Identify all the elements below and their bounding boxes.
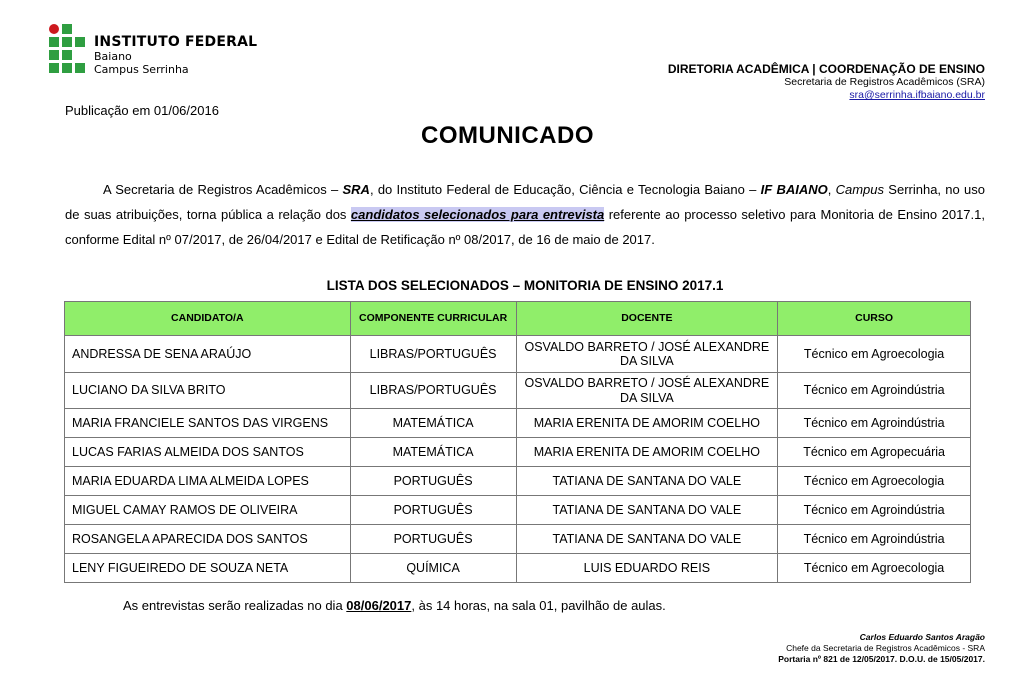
cell-candidate: MARIA FRANCIELE SANTOS DAS VIRGENS — [65, 409, 351, 438]
cell-candidate: LUCAS FARIAS ALMEIDA DOS SANTOS — [65, 438, 351, 467]
cell-component: PORTUGUÊS — [350, 496, 516, 525]
email-link[interactable]: sra@serrinha.ifbaiano.edu.br — [849, 88, 985, 101]
publication-date: Publicação em 01/06/2016 — [65, 103, 219, 118]
list-title: LISTA DOS SELECIONADOS – MONITORIA DE ENSINO 2017.1 — [326, 278, 724, 293]
col-header-component: COMPONENTE CURRICULAR — [350, 302, 516, 336]
logo-red-circle — [49, 24, 59, 34]
cell-teacher: TATIANA DE SANTANA DO VALE — [516, 496, 778, 525]
cell-teacher: MARIA ERENITA DE AMORIM COELHO — [516, 409, 778, 438]
header-right — [668, 62, 985, 102]
institution-sub1: Baiano — [94, 50, 132, 63]
highlighted-link[interactable]: candidatos selecionados para entrevista — [350, 207, 605, 222]
cell-component: LIBRAS/PORTUGUÊS — [350, 336, 516, 373]
col-header-candidate: CANDIDATO/A — [65, 302, 351, 336]
cell-course: Técnico em Agroindústria — [778, 525, 971, 554]
cell-teacher: OSVALDO BARRETO / JOSÉ ALEXANDRE DA SILVA — [516, 373, 778, 409]
cell-component: LIBRAS/PORTUGUÊS — [350, 373, 516, 409]
table-row — [65, 467, 971, 496]
cell-course: Técnico em Agropecuária — [778, 438, 971, 467]
signature-block — [778, 632, 985, 665]
para-text-5: referente ao processo seletivo para Monitoria de Ensino 2017.1, conforme Edital nº 07/2017, de 26/04/2017 e Edital de Retificação nº 08/2017, de 16 de maio de 2017. — [65, 207, 985, 247]
table-row — [65, 438, 971, 467]
cell-course: Técnico em Agroindústria — [778, 496, 971, 525]
cell-teacher: MARIA ERENITA DE AMORIM COELHO — [516, 438, 778, 467]
cell-course: Técnico em Agroecologia — [778, 467, 971, 496]
cell-teacher: TATIANA DE SANTANA DO VALE — [516, 525, 778, 554]
table-row — [65, 554, 971, 583]
cell-component: QUÍMICA — [350, 554, 516, 583]
para-campus: Campus — [835, 182, 885, 197]
table-row — [65, 525, 971, 554]
institution-logo — [49, 24, 85, 74]
table-row — [65, 373, 971, 409]
cell-teacher: LUIS EDUARDO REIS — [516, 554, 778, 583]
cell-candidate: ROSANGELA APARECIDA DOS SANTOS — [65, 525, 351, 554]
para-ifbaiano: IF BAIANO — [760, 182, 828, 197]
institution-name: INSTITUTO FEDERAL — [94, 34, 258, 50]
cell-course: Técnico em Agroindústria — [778, 373, 971, 409]
para-text-4: Serrinha, no uso de suas atribuições, torna pública a relação dos — [65, 182, 985, 222]
interview-text-post: , às 14 horas, na sala 01, pavilhão de aulas. — [411, 598, 666, 613]
cell-candidate: LENY FIGUEIREDO DE SOUZA NETA — [65, 554, 351, 583]
interview-date: 08/06/2017 — [346, 598, 412, 613]
cell-candidate: MARIA EDUARDA LIMA ALMEIDA LOPES — [65, 467, 351, 496]
cell-component: PORTUGUÊS — [350, 467, 516, 496]
selected-candidates-table — [64, 301, 971, 583]
para-sra: SRA — [342, 182, 370, 197]
signer-portaria: Portaria nº 821 de 12/05/2017. D.O.U. de 15/05/2017. — [778, 654, 985, 665]
signer-name: Carlos Eduardo Santos Aragão — [859, 632, 985, 642]
institution-name-block — [94, 35, 257, 75]
directorate-title: DIRETORIA ACADÊMICA | COORDENAÇÃO DE ENSINO — [667, 62, 985, 76]
table-header-row — [65, 302, 971, 336]
table-row — [65, 496, 971, 525]
cell-component: MATEMÁTICA — [350, 409, 516, 438]
cell-candidate: MIGUEL CAMAY RAMOS DE OLIVEIRA — [65, 496, 351, 525]
para-text-1: A Secretaria de Registros Acadêmicos – — [103, 182, 343, 197]
interview-notice — [123, 598, 666, 613]
para-text-2: , do Instituto Federal de Educação, Ciência e Tecnologia Baiano – — [369, 182, 761, 197]
table-row — [65, 336, 971, 373]
cell-course: Técnico em Agroecologia — [778, 554, 971, 583]
interview-text-pre: As entrevistas serão realizadas no dia — [123, 598, 347, 613]
cell-course: Técnico em Agroecologia — [778, 336, 971, 373]
para-text-3: , — [827, 182, 836, 197]
col-header-teacher: DOCENTE — [516, 302, 778, 336]
institution-campus: Campus Serrinha — [94, 63, 189, 76]
signer-role: Chefe da Secretaria de Registros Acadêmicos - SRA — [786, 643, 985, 654]
cell-candidate: LUCIANO DA SILVA BRITO — [65, 373, 351, 409]
secretariat-name: Secretaria de Registros Acadêmicos (SRA) — [784, 76, 985, 89]
cell-teacher: OSVALDO BARRETO / JOSÉ ALEXANDRE DA SILVA — [516, 336, 778, 373]
intro-paragraph — [65, 177, 985, 252]
table-row — [65, 409, 971, 438]
cell-course: Técnico em Agroindústria — [778, 409, 971, 438]
cell-component: MATEMÁTICA — [350, 438, 516, 467]
cell-teacher: TATIANA DE SANTANA DO VALE — [516, 467, 778, 496]
cell-candidate: ANDRESSA DE SENA ARAÚJO — [65, 336, 351, 373]
cell-component: PORTUGUÊS — [350, 525, 516, 554]
page-title: COMUNICADO — [421, 122, 594, 149]
col-header-course: CURSO — [778, 302, 971, 336]
